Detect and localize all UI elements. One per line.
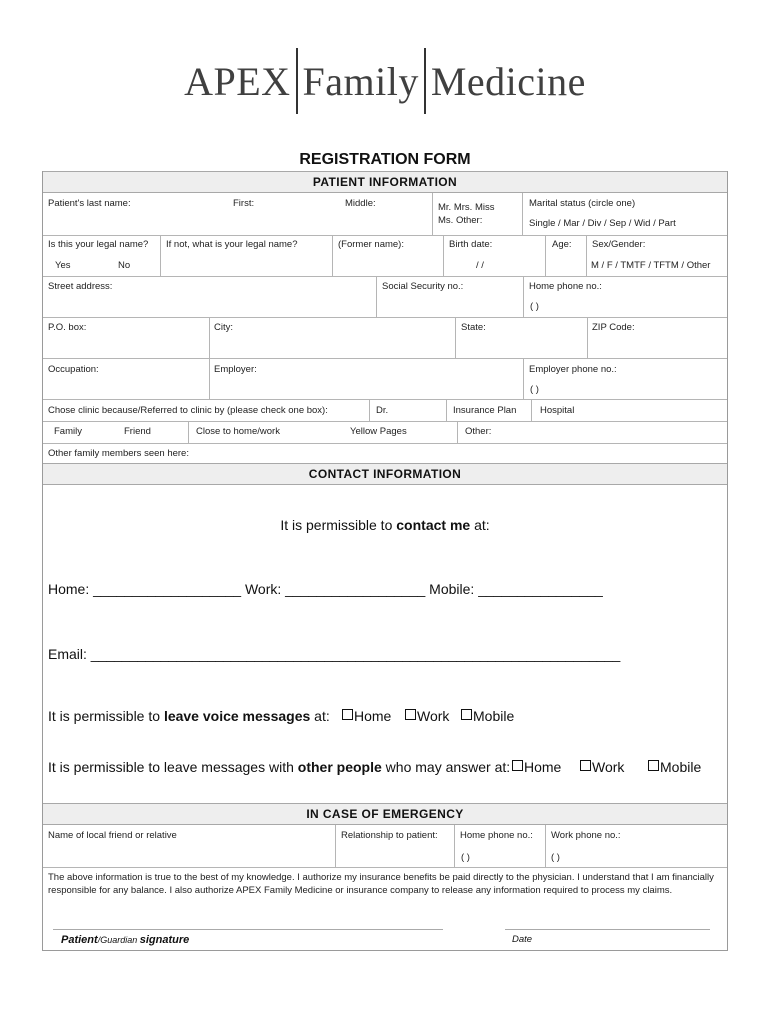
checkbox-icon[interactable]	[580, 760, 591, 771]
option-dr[interactable]: Dr.	[376, 405, 389, 416]
sex-gender-options[interactable]: M / F / TMTF / TFTM / Other	[591, 260, 711, 271]
divider	[43, 399, 727, 400]
street-address-field[interactable]: Street address:	[48, 281, 113, 292]
signature-word: signature	[139, 934, 190, 946]
title-options[interactable]: Mr. Mrs. Miss	[438, 202, 495, 213]
po-box-field[interactable]: P.O. box:	[48, 322, 87, 333]
divider	[43, 867, 727, 868]
marital-status-label: Marital status (circle one)	[529, 198, 636, 209]
checkbox-icon[interactable]	[512, 760, 523, 771]
voice-messages-line	[48, 708, 330, 724]
divider	[586, 235, 587, 276]
voice-prefix: It is permissible to	[48, 708, 164, 724]
voice-home-option[interactable]	[342, 708, 391, 724]
option-close-to-home[interactable]: Close to home/work	[196, 426, 280, 437]
clinic-reason-question: Chose clinic because/Referred to clinic by (please check one box):	[48, 405, 328, 416]
ssn-field[interactable]: Social Security no.:	[382, 281, 464, 292]
divider	[455, 317, 456, 358]
city-field[interactable]: City:	[214, 322, 233, 333]
others-mobile-label: Mobile	[660, 759, 702, 775]
legal-name-yes[interactable]: Yes	[55, 260, 71, 271]
emergency-work-paren: ( )	[551, 852, 560, 863]
employer-field[interactable]: Employer:	[214, 364, 257, 375]
divider	[443, 235, 444, 276]
other-family-members-field[interactable]: Other family members seen here:	[48, 448, 189, 459]
last-name-field[interactable]: Patient's last name:	[48, 198, 131, 209]
marital-status-options[interactable]: Single / Mar / Div / Sep / Wid / Part	[529, 218, 676, 229]
authorization-text: The above information is true to the best of my knowledge. I authorize my insurance benefits be paid directly to the physician. I understand that I am financially responsible for any balance. I also authorize APEX Family Medicine or insurance company to release any information required to process my claims.	[48, 872, 714, 896]
phone-numbers-line[interactable]: Home: ___________________ Work: __________________ Mobile: ________________	[48, 581, 603, 597]
option-insurance-plan[interactable]: Insurance Plan	[453, 405, 517, 416]
contact-me-bold: contact me	[396, 517, 471, 533]
option-hospital[interactable]: Hospital	[540, 405, 575, 416]
home-phone-paren: ( )	[530, 301, 539, 312]
legal-name-question: Is this your legal name?	[48, 239, 149, 250]
option-family[interactable]: Family	[54, 426, 82, 437]
divider	[523, 276, 524, 317]
patient-info-header: PATIENT INFORMATION	[43, 171, 727, 193]
signature-line[interactable]	[53, 929, 443, 930]
divider	[587, 317, 588, 358]
date-line[interactable]	[505, 929, 710, 930]
voice-home-label: Home	[354, 708, 392, 724]
divider	[531, 399, 532, 421]
emergency-home-paren: ( )	[461, 852, 470, 863]
birth-date-slashes: / /	[476, 260, 484, 271]
signature-label	[61, 934, 189, 946]
contact-info-header: CONTACT INFORMATION	[43, 463, 727, 485]
middle-name-field[interactable]: Middle:	[345, 198, 376, 209]
divider	[545, 235, 546, 276]
checkbox-icon[interactable]	[461, 709, 472, 720]
former-name-field[interactable]: (Former name):	[338, 239, 404, 250]
others-work-option[interactable]	[580, 759, 624, 775]
first-name-field[interactable]: First:	[233, 198, 255, 209]
zip-field[interactable]: ZIP Code:	[592, 322, 635, 333]
date-label: Date	[512, 934, 533, 945]
divider	[545, 825, 546, 867]
divider	[43, 358, 727, 359]
logo-divider	[296, 48, 298, 114]
voice-mobile-label: Mobile	[473, 708, 515, 724]
others-mobile-option[interactable]	[648, 759, 701, 775]
divider	[43, 317, 727, 318]
home-phone-field[interactable]: Home phone no.:	[529, 281, 602, 292]
emergency-work-phone-field[interactable]: Work phone no.:	[551, 830, 621, 841]
option-other[interactable]: Other:	[465, 426, 492, 437]
divider	[43, 421, 727, 422]
state-field[interactable]: State:	[461, 322, 486, 333]
voice-work-label: Work	[417, 708, 450, 724]
logo	[0, 48, 770, 118]
checkbox-icon[interactable]	[405, 709, 416, 720]
divider	[43, 235, 727, 236]
option-friend[interactable]: Friend	[124, 426, 151, 437]
divider	[335, 825, 336, 867]
divider	[432, 193, 433, 235]
employer-phone-field[interactable]: Employer phone no.:	[529, 364, 617, 375]
form-title: REGISTRATION FORM	[299, 151, 471, 168]
option-yellow-pages[interactable]: Yellow Pages	[350, 426, 407, 437]
legal-name-field[interactable]: If not, what is your legal name?	[166, 239, 298, 250]
signature-patient: Patient	[61, 934, 98, 946]
others-suffix: who may answer at:	[381, 759, 511, 775]
checkbox-icon[interactable]	[648, 760, 659, 771]
divider	[454, 825, 455, 867]
emergency-relationship-field[interactable]: Relationship to patient:	[341, 830, 438, 841]
divider	[523, 358, 524, 399]
age-field[interactable]: Age:	[552, 239, 572, 250]
legal-name-no[interactable]: No	[118, 260, 131, 271]
others-work-label: Work	[592, 759, 625, 775]
other-people-line	[48, 759, 510, 775]
divider	[43, 443, 727, 444]
others-prefix: It is permissible to leave messages with	[48, 759, 298, 775]
contact-permission-line	[0, 517, 770, 533]
logo-divider	[424, 48, 426, 114]
divider	[43, 276, 727, 277]
logo-medicine: Medicine	[430, 58, 586, 104]
divider	[457, 421, 458, 443]
title-options-2[interactable]: Ms. Other:	[438, 215, 483, 226]
logo-apex: APEX	[184, 58, 291, 104]
signature-guardian: /Guardian	[97, 935, 140, 945]
others-bold: other people	[297, 759, 382, 775]
voice-work-option[interactable]	[405, 708, 449, 724]
others-home-label: Home	[524, 759, 562, 775]
occupation-field[interactable]: Occupation:	[48, 364, 99, 375]
voice-bold: leave voice messages	[163, 708, 311, 724]
others-home-option[interactable]	[512, 759, 561, 775]
voice-mobile-option[interactable]	[461, 708, 514, 724]
emergency-header: IN CASE OF EMERGENCY	[43, 803, 727, 825]
emergency-home-phone-field[interactable]: Home phone no.:	[460, 830, 533, 841]
divider	[209, 317, 210, 399]
contact-prefix: It is permissible to	[280, 517, 397, 533]
contact-at: at:	[470, 517, 490, 533]
birth-date-field[interactable]: Birth date:	[449, 239, 493, 250]
divider	[332, 235, 333, 276]
checkbox-icon[interactable]	[342, 709, 353, 720]
logo-family: Family	[302, 58, 419, 104]
voice-at: at:	[310, 708, 330, 724]
divider	[160, 235, 161, 276]
divider	[369, 399, 370, 421]
employer-phone-paren: ( )	[530, 384, 539, 395]
emergency-name-field[interactable]: Name of local friend or relative	[48, 830, 177, 841]
email-line[interactable]: Email: ____________________________________________________________________	[48, 646, 621, 662]
divider	[522, 193, 523, 235]
divider	[446, 399, 447, 421]
divider	[376, 276, 377, 317]
divider	[188, 421, 189, 443]
sex-gender-label: Sex/Gender:	[592, 239, 646, 250]
